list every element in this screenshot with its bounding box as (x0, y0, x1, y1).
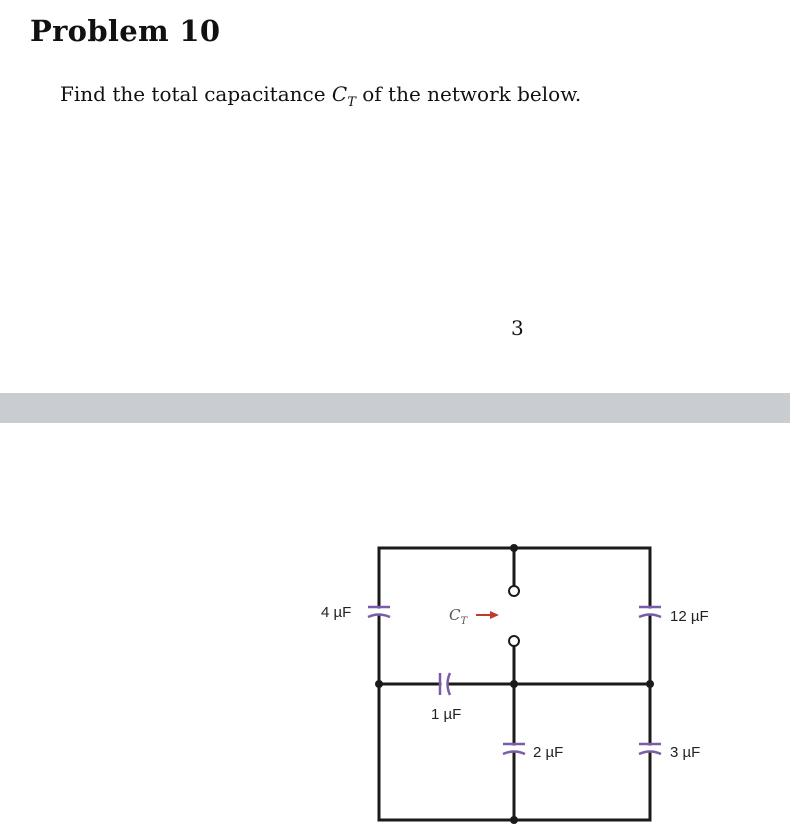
statement-text-before: Find the total capacitance (60, 82, 332, 106)
page-number: 3 (511, 316, 524, 340)
label-1uf: 1 µF (431, 706, 462, 723)
ct-subscript: T (347, 95, 356, 110)
ct-symbol: C (331, 82, 348, 106)
label-ct-subscript: T (460, 616, 468, 627)
label-2uf: 2 µF (533, 744, 564, 761)
statement-text-after: of the network below. (355, 82, 582, 106)
label-12uf: 12 µF (670, 608, 709, 625)
label-3uf: 3 µF (670, 744, 701, 761)
circuit-diagram (0, 423, 790, 839)
ct-arrow (476, 611, 499, 619)
terminal-top (509, 586, 519, 596)
label-4uf: 4 µF (321, 604, 352, 621)
label-ct (449, 606, 468, 627)
terminal-bottom (509, 636, 519, 646)
problem-statement (60, 82, 581, 110)
label-ct-symbol: C (449, 606, 461, 624)
page-separator (0, 393, 790, 423)
problem-heading: Problem 10 (30, 14, 221, 48)
